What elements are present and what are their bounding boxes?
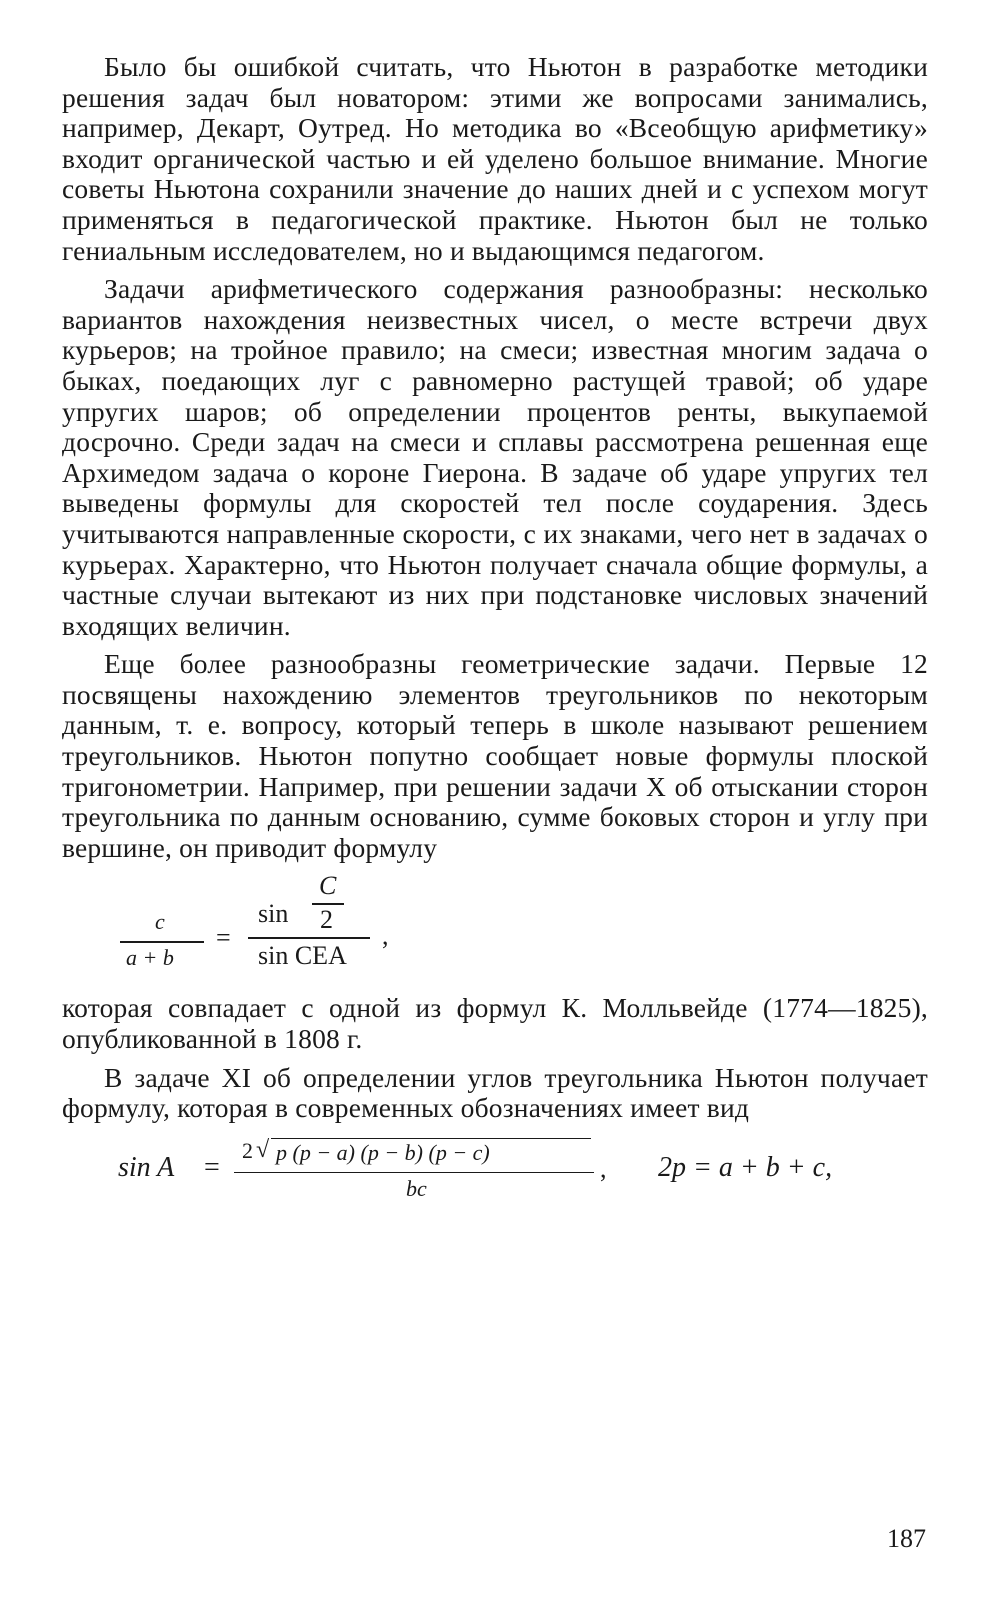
formula1-lhs-fraction-bar [120,941,204,943]
formula-sine-area [62,1138,928,1208]
formula2-equals: = [204,1151,220,1183]
formula2-fraction-bar [234,1172,594,1174]
paragraph-3: Еще более разнообразны геометрические задачи. Первые 12 посвящены нахождению элементов треугольников по некоторым данным, т. е. вопросу, который теперь в школе называют решением треугольников. Ньютон попутно сообщает новые формулы плоской тригонометрии. Например, при решении задачи X об отыскании сторон треугольника по данным основанию, сумме боковых сторон и углу при вершине, он приводит формулу [62,648,928,863]
formula2-coefficient: 2 [242,1137,253,1163]
formula2-comma: , [600,1153,607,1183]
formula1-inner-denominator: 2 [320,905,333,935]
formula1-lhs-denominator: a + b [126,945,174,971]
page-number: 187 [887,1524,926,1553]
formula-mollweide [62,871,928,981]
paragraph-4: которая совпадает с одной из формул К. Молльвейде (1774—1825), опубликованной в 1808 г. [62,992,928,1055]
formula1-equals: = [216,923,231,953]
formula2-radicand: p (p − a) (p − b) (p − c) [276,1139,490,1165]
formula1-rhs-fraction-bar [248,937,370,939]
formula1-rhs-denominator: sin CEA [258,941,347,971]
formula2-lhs: sin A [118,1151,175,1183]
formula2-denominator: bc [406,1175,427,1201]
formula2-rhs: 2p = a + b + c, [658,1151,833,1183]
paragraph-2: Задачи арифметического содержания разнообразны: несколько вариантов нахождения неизвестных чисел, о месте встречи двух курьеров; на тройное правило; на смеси; известная многим задача о быках, поедающих луг с равномерно растущей травой; об ударе упругих шаров; об определении процентов ренты, выкупаемой досрочно. Среди задач на смеси и сплавы рассмотрена решенная еще Архимедом задача о короне Гиерона. В задаче об ударе упругих тел выведены формулы для скоростей тел после соударения. Здесь учитываются направленные скорости, с их знаками, чего нет в задачах о курьерах. Характерно, что Ньютон получает сначала общие формулы, а частные случаи вытекают из них при подстановке числовых значений входящих величин. [62,273,928,641]
paragraph-1: Было бы ошибкой считать, что Ньютон в разработке методики решения задач был новатором: этими же вопросами занимались, например, Декарт, Оутред. Но методика во «Всеобщую арифметику» входит органической частью и ей уделено большое внимание. Многие советы Ньютона сохранили значение до наших дней и с успехом могут применяться в педагогической практике. Ньютон был не только гениальным исследователем, но и выдающимся педагогом. [62,51,928,266]
formula1-lhs-numerator: c [155,909,165,935]
page-body [62,52,928,1208]
formula2-sqrt-icon: √ [256,1136,270,1163]
formula1-comma: , [382,921,389,951]
paragraph-5: В задаче XI об определении углов треугольника Ньютон получает формулу, которая в современных обозначениях имеет вид [62,1061,928,1124]
formula1-inner-numerator: C [319,871,337,901]
formula1-sin: sin [258,899,289,929]
